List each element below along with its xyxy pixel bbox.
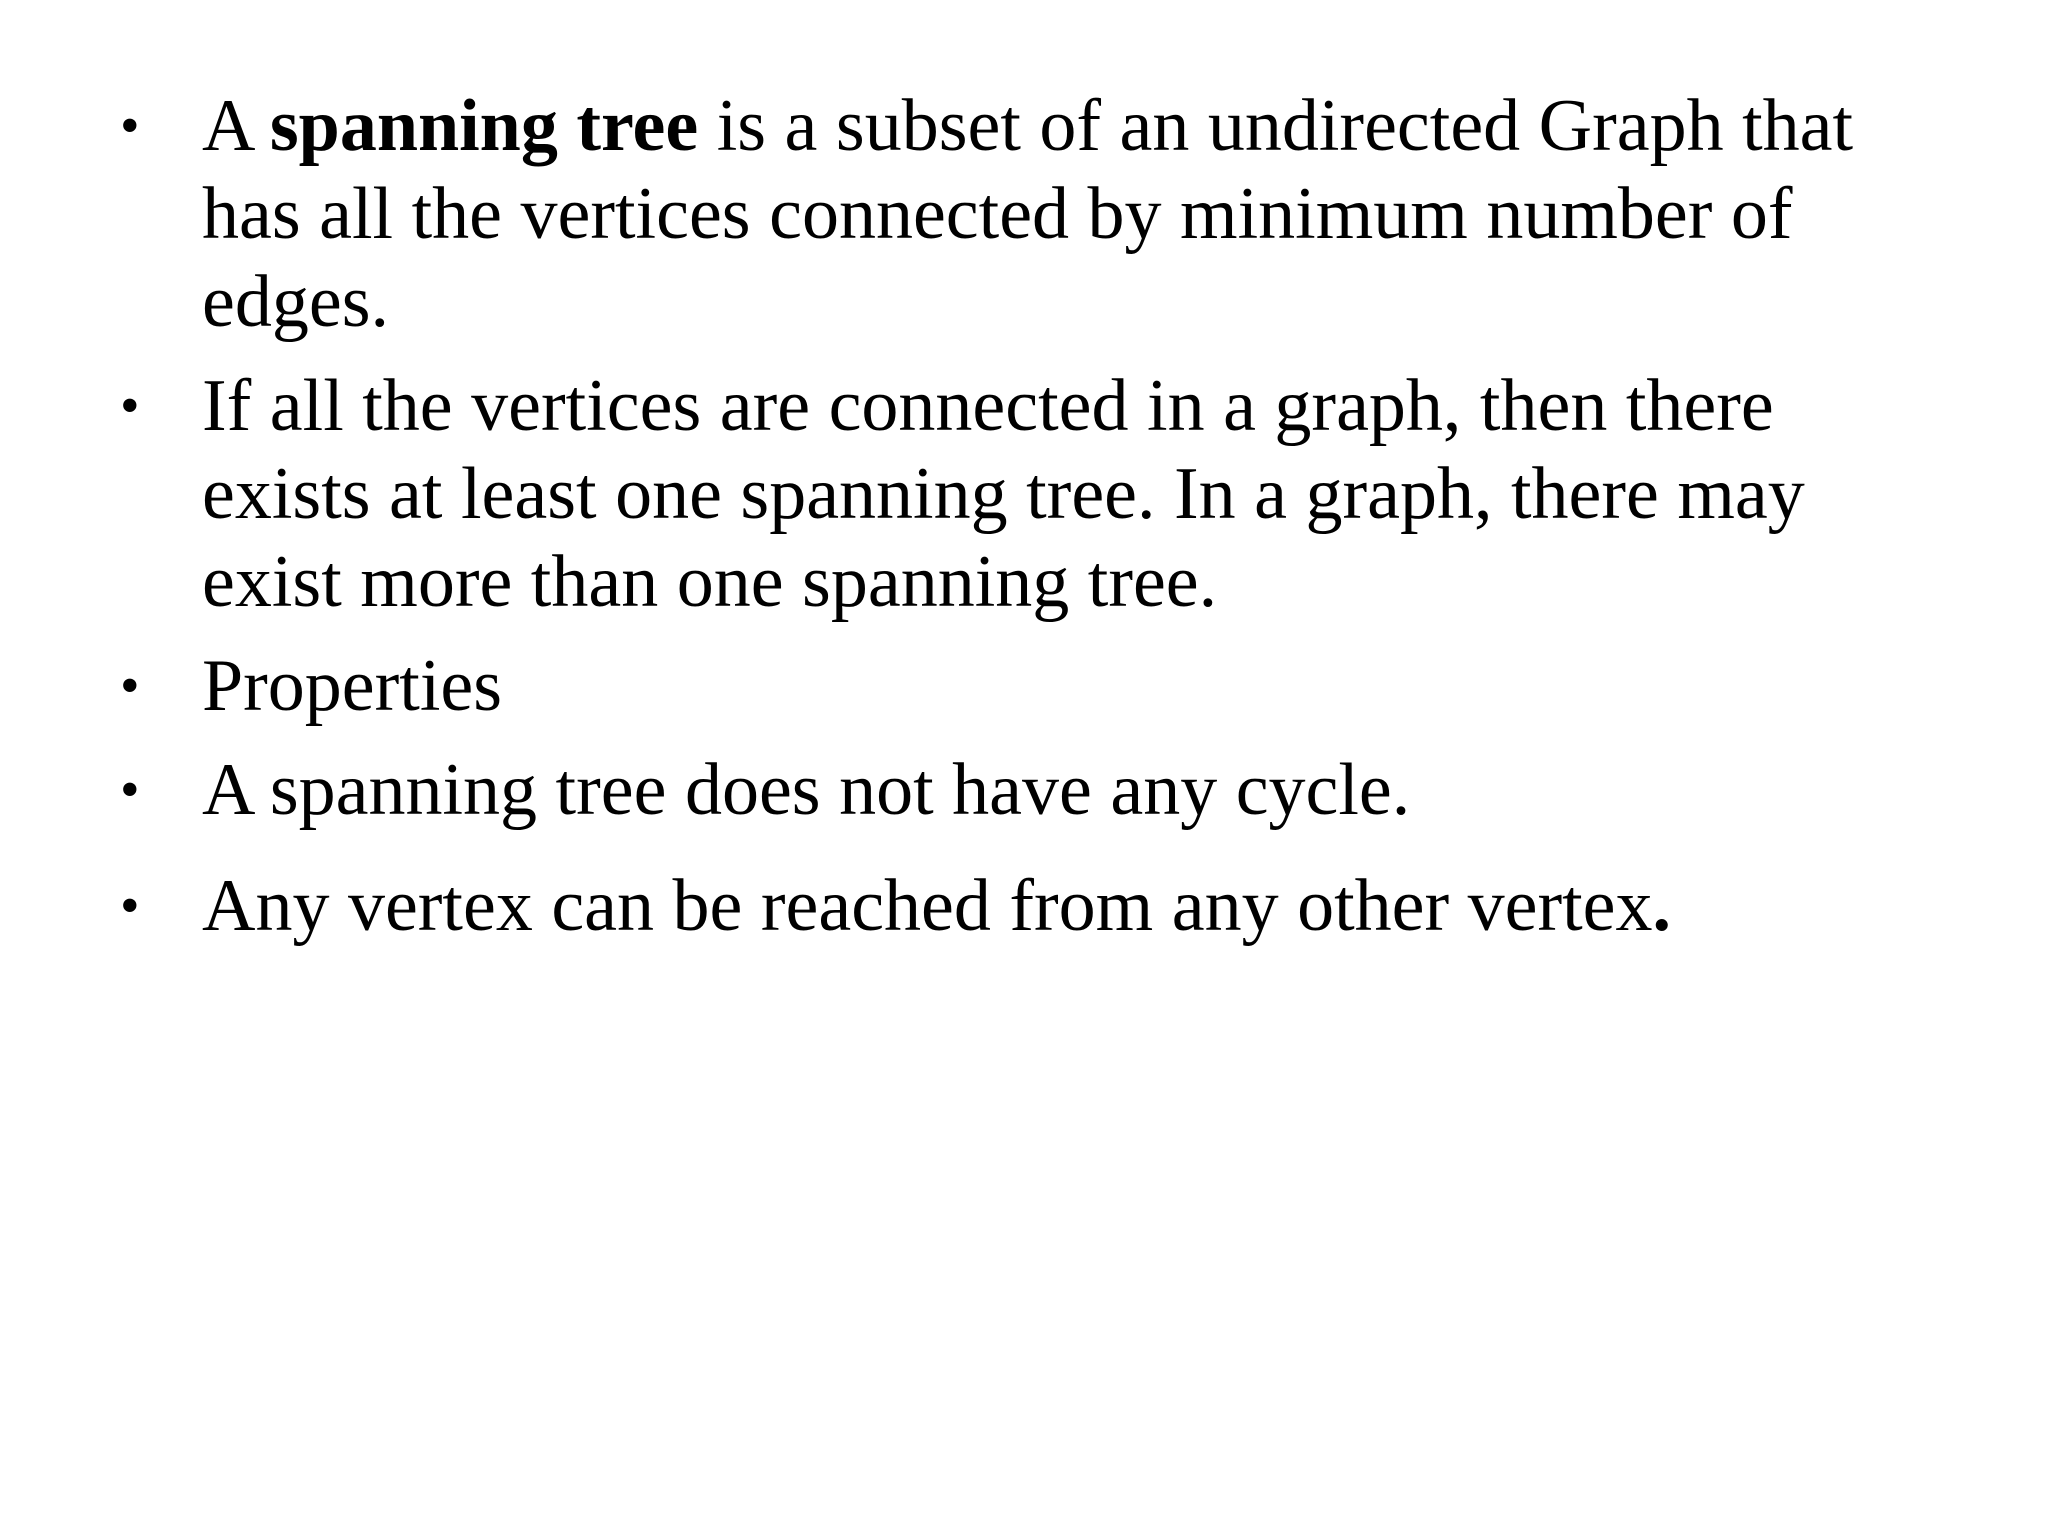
bullet-list <box>120 82 1920 966</box>
bullet-definition <box>120 82 1920 346</box>
bullet-dot-icon: • <box>120 875 140 937</box>
bullet-text-period: . <box>1652 865 1672 947</box>
bullet-text: If all the vertices are connected in a graph, then there exists at least one spanning tree. In a graph, there may exist more than one spanning tree. <box>202 365 1805 623</box>
bullet-existence <box>120 362 1920 626</box>
term-spanning-tree: spanning tree <box>269 85 699 167</box>
bullet-text: Properties <box>202 645 503 727</box>
bullet-reachability <box>120 862 1920 950</box>
bullet-text: A spanning tree does not have any cycle. <box>202 749 1411 831</box>
bullet-text-suffix: is a subset of an undirected Graph that has all the vertices connected by minimum number of edges. <box>202 85 1854 343</box>
bullet-text-prefix: A <box>202 85 270 167</box>
bullet-no-cycle <box>120 746 1920 834</box>
bullet-dot-icon: • <box>120 375 140 437</box>
bullet-text: Any vertex can be reached from any other vertex <box>202 865 1653 947</box>
bullet-dot-icon: • <box>120 95 140 157</box>
bullet-properties-heading <box>120 642 1920 730</box>
bullet-dot-icon: • <box>120 759 140 821</box>
bullet-dot-icon: • <box>120 655 140 717</box>
